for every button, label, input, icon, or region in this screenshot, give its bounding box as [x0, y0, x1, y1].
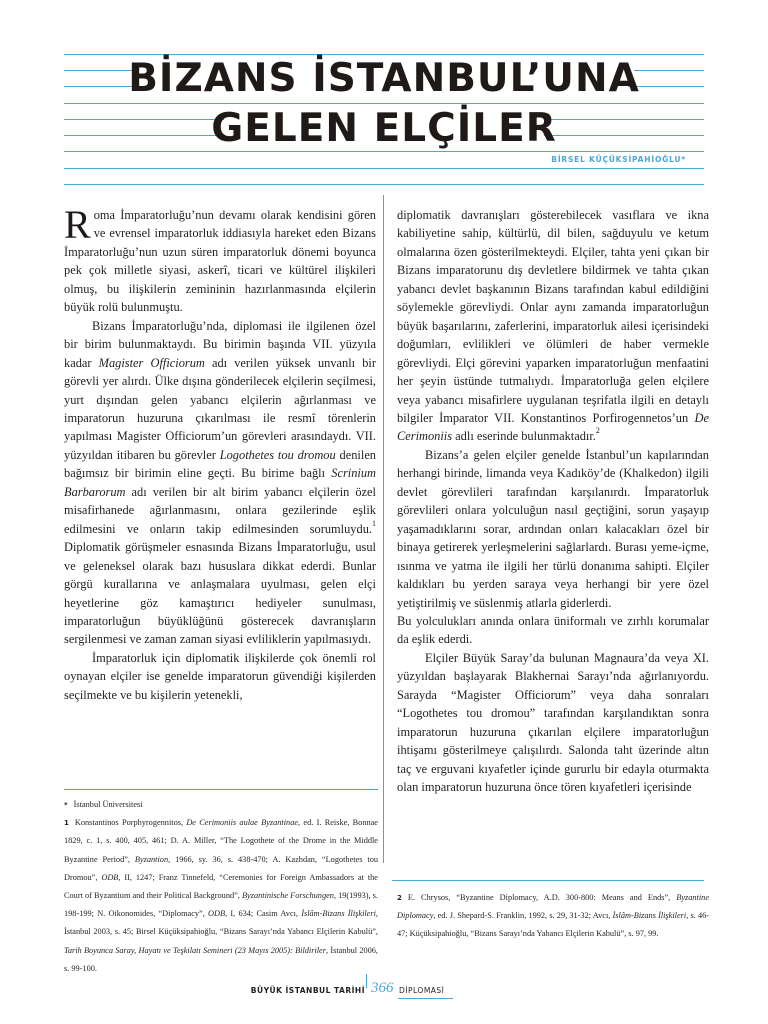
paragraph	[64, 317, 376, 649]
body-column-right	[397, 206, 709, 797]
title-rule-11	[64, 151, 704, 152]
italic-term: Magister Officiorum	[98, 355, 205, 370]
text-run: adı verilen bir alt birim yabancı elçilerin özel misafirhanede ağırlanmasını, onlara gezilerinde eşlik edilmesini ve onların takip edilmesinden sorumluydu.	[64, 484, 376, 536]
author-name: BİRSEL KÜÇÜKSİPAHİOĞLU*	[551, 155, 686, 164]
paragraph	[64, 202, 376, 317]
footnote-2	[397, 889, 709, 944]
text-run: denilen bağımsız bir birimin eline geçti. Bu birime bağlı	[64, 447, 377, 481]
italic-title: Tarih Boyunca Saray, Hayatı ve Teşkilatı Semineri (23 Mayıs 2005): Bildiriler	[64, 945, 326, 955]
paragraph	[397, 446, 709, 612]
paragraph	[397, 612, 709, 649]
text-run: Bu yolculukları anında onlara üniformalı ve zırhlı korumalar da eşlik ederdi.	[397, 613, 709, 647]
text-run: , s. 46-47; Küçüksipahioğlu, “Bizans Sarayı’nda Yabancı Elçilerin Kabulü”, s. 97, 99.	[397, 911, 710, 939]
title-rule-12	[64, 168, 704, 169]
paragraph	[397, 649, 709, 797]
footnotes-right	[397, 889, 709, 944]
text-run: , 19(1993), s. 198-199; N. Oikonomides, “Diplomacy”,	[64, 891, 378, 919]
italic-term: De Cerimoniis	[397, 410, 709, 444]
italic-term: Logothetes tou dromou	[219, 447, 336, 462]
footnote-affiliation	[64, 796, 378, 814]
text-run: E. Chrysos, “Byzantine Diplomacy, A.D. 300-800: Means and Ends”,	[407, 893, 677, 902]
text-run: Diplomatik görüşmeler esnasında Bizans İmparatorluğu, usul ve geleneksel olarak bazı hususlara dikkat ederdi. Bunlar görgü kurallarına ve anlaşmalara uyulması, gelen elçi heyetlerine göz kamaştırıcı hediyeler sunulması, imparatorluğun büyüklüğünü gösterecek davranışların sergilenmesi ve zaman zaman siyasi evliliklerin yapılmasıydı.	[64, 540, 376, 647]
text-run: , İstanbul 2003, s. 45; Birsel Küçüksipahioğlu, “Bizans Sarayı’nda Yabancı Elçilerin Kabulü”,	[64, 909, 378, 937]
italic-title: İslâm-Bizans İlişkileri	[301, 909, 376, 919]
footnote-number: 2	[397, 894, 402, 902]
title-rule-6	[64, 103, 704, 104]
text-run: , II, 1247; Franz Tinnefeld, “Ceremonies for Foreign Ambassadors at the Court of Byzantium and their Political Background”,	[64, 872, 378, 901]
text-run: adı verilen yüksek unvanlı bir görevli yer alırdı. Ülke dışına gönderilecek elçilerin seçilmesi, yurt dışından gelen yabancı elçilerin ağırlanması ve imparatorun huzuruna çıkarılması ile resmî törenlerin yapılması Magister Officiorum’un görevleri arasındaydı. VII. yüzyıldan itibaren bu görevler	[64, 355, 377, 462]
italic-title: ODB	[208, 909, 226, 919]
title-rule-13	[64, 184, 704, 185]
footnote-number: 1	[64, 819, 69, 828]
article-title-line-2: GELEN ELÇİLER	[211, 106, 557, 151]
article-title-line-1: BİZANS İSTANBUL’UNA	[128, 56, 640, 101]
paragraph	[397, 206, 709, 446]
text-run: , I, 634; Casim Avcı,	[225, 909, 302, 919]
text-run: Konstantinos Porphyrogennitos,	[74, 818, 187, 828]
text-run: Bizans İmparatorluğu’nda, diplomasi ile ilgilenen özel bir birim bulunmaktaydı. Bu birimin başında VII. yüzyıla kadar	[64, 318, 376, 370]
footer-rule	[398, 998, 453, 999]
section-name: DİPLOMASİ	[399, 986, 445, 995]
text-run: , ed. J. Shepard-S. Franklin, 1992, s. 29, 31-32; Avcı,	[433, 911, 613, 921]
italic-title: Byzantion	[134, 854, 169, 864]
text-run: İstanbul Üniversitesi	[73, 800, 143, 809]
footnote-mark: *	[64, 801, 68, 809]
italic-title: ODB	[101, 872, 119, 882]
paragraph	[64, 649, 376, 704]
footnote-ref[interactable]: 1	[372, 518, 376, 528]
column-divider	[383, 195, 384, 863]
text-run: İmparatorluk için diplomatik ilişkilerde çok önemli rol oynayan elçiler ise genelde imparatorun güvendiği kişilerden seçilmekte ve bu kişilerin yetenekli,	[64, 650, 376, 702]
text-run: , İstanbul 2006, s. 99-100.	[64, 945, 378, 973]
body-column-left	[64, 202, 377, 704]
drop-cap: R	[64, 202, 91, 247]
italic-title: Byzantinische Forschungen	[241, 891, 334, 901]
page-number: 366	[371, 980, 394, 996]
text-run: Elçiler Büyük Saray’da bulunan Magnaura’da veya XI. yüzyıldan başlayarak Blakhernai Sarayı’nda ağırlanıyordu. Sarayda “Magister Officiorum” veya daha sonraları “Logothetes tou dromou” tarafından karşılandıktan sonra imparatorun huzuruna çıkarılan elçilere imparatorluğun ihtişamı gösterilmeye çalışılırdı. Salonda taht üzerinde altın taç ve erguvani kıyafetler içinde gururlu bir edayla oturmakta olan imparatorun huzuruna önce tören kıyafetleri içerisinde	[397, 650, 709, 795]
text-run: , 1966, sy. 36, s. 438-470; A. Kazhdan, “Logothetes tou Dromou”,	[64, 854, 378, 882]
italic-title: Byzantine Diplomacy	[397, 893, 709, 921]
italic-term: Scrinium Barbarorum	[64, 466, 376, 499]
text-run: diplomatik davranışları gösterebilecek vasıflara ve ikna kabiliyetine sahip, kültürlü, dil bilen, sağduyulu ve ketum olmalarına özen gösterilmekteydi. Elçiler, tahta yeni çıkan bir Bizans imparatorunu dış devletlere bildirmek ve tahta çıkan yabancı devlet başkanının Bizans tarafından kabul edildiğini söylemekle görevliydi. Onlar aynı zamanda imparatorluğun büyük başarılarını, zaferlerini, imparatorluk ailesi içerisindeki doğumları, evlilikleri ve ölümleri de haber vermekle görevliydi. Elçi görevini yaparken imparatorluğun menfaatini her şeyin üstünde tutmalıydı. İmparatorluğa gelen elçilere veya yabancı misafirlere uygulanan teşrifatla ilgili en detaylı bilgiler İmparator VII. Konstantinos Porfirogennetos’un	[397, 208, 709, 425]
text-run: , ed. I. Reiske, Bonnae 1829, c. 1, s. 400, 405, 461; D. A. Miller, “The Logothete of the Drome in the Middle Byzantine Period”,	[64, 818, 378, 864]
italic-title: İslâm-Bizans İlişkileri	[612, 911, 687, 921]
italic-title: De Cerimoniis aulae Byzantinae	[186, 818, 299, 828]
title-rule-1	[64, 54, 704, 55]
footnote-1	[64, 814, 378, 978]
text-run: Bizans’a gelen elçiler genelde İstanbul’un kapılarından herhangi birinde, limanda veya Kadıköy’de (Khalkedon) ilgili devlet görevlileri tarafından karşılanırdı. İmparatorluk görevlileri onlara yolculuğun nasıl geçtiğini, sorun yaşayıp yaşamadıklarını sorar, ardından onları kalacakları özel bir binaya getirerek yerleşmelerini sağlarlardı. Burası yeme-içme, ısınma ve yatma ile ilgili her türlü donanıma sahipti. Elçiler kaldıkları bu yerden saraya veya herhangi bir yere özel yetiştirilmiş ve süslenmiş atlarla giderlerdi.	[397, 447, 709, 610]
series-title: BÜYÜK İSTANBUL TARİHİ	[250, 986, 365, 995]
footnote-rule-left	[64, 789, 378, 790]
text-run: oma İmparatorluğu’nun devamı olarak kendisini gören ve evrensel imparatorluk iddiasıyla hareket eden Bizans İmparatorluğu’nun uzun süren imparatorluk dönemi boyunca pek çok milletle siyasi, askerî, ticari ve kültürel ilişkileri olmuş, bu ilişkilerin zemininin hazırlanmasında elçilerin büyük rolü bulunmuştu.	[64, 208, 376, 315]
text-run: adlı eserinde bulunmaktadır.	[452, 429, 596, 444]
footnote-ref[interactable]: 2	[595, 426, 600, 436]
footnote-rule-right	[392, 880, 704, 881]
footer-tick	[366, 974, 367, 988]
footnotes-left	[64, 796, 378, 978]
